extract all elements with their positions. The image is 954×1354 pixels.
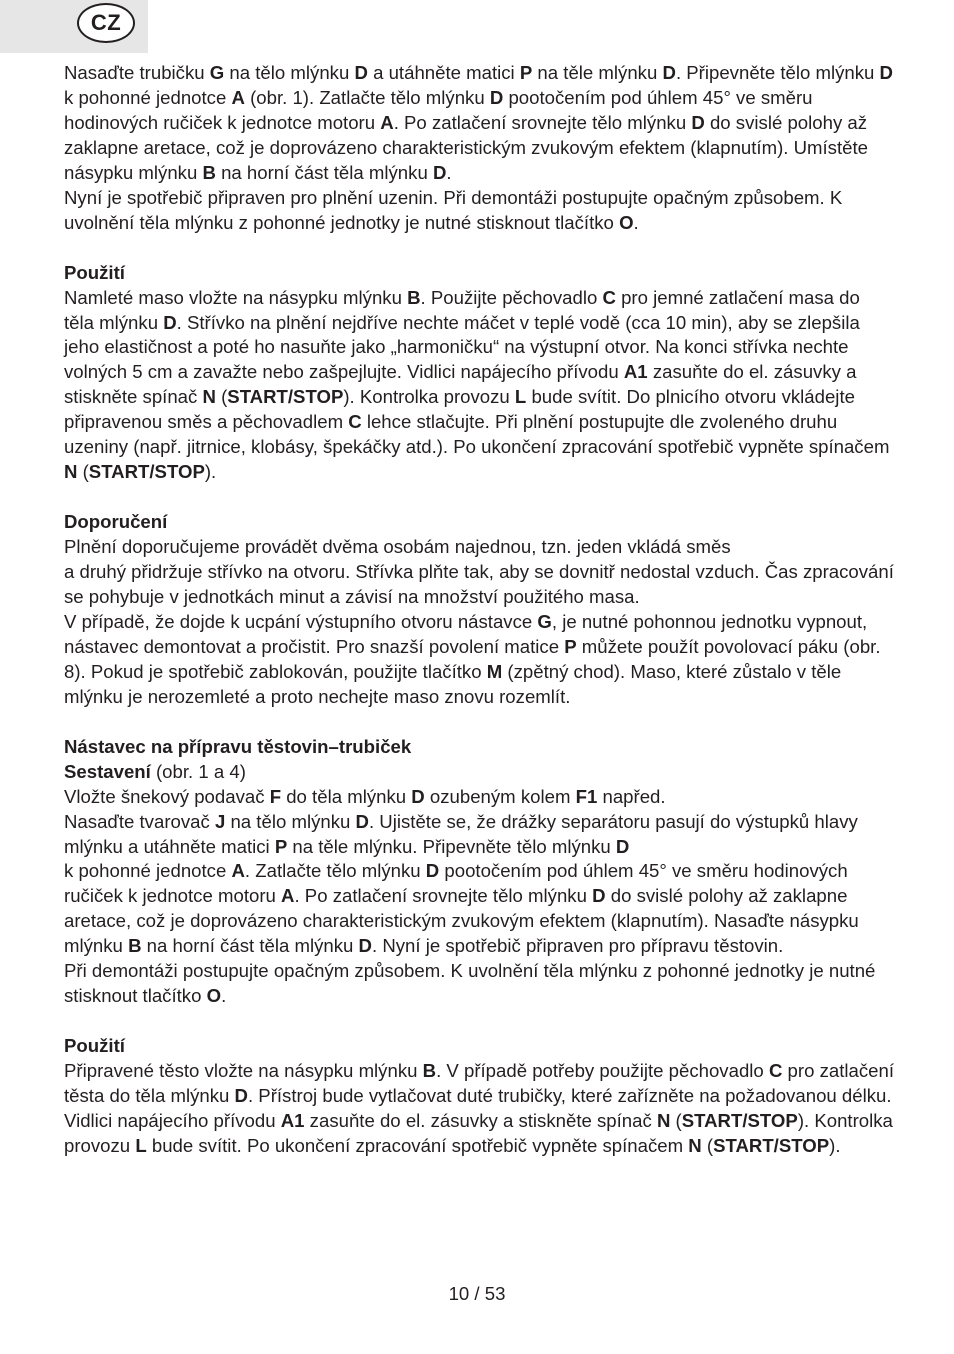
paragraph-gap	[64, 485, 894, 510]
bold-text: D	[432, 161, 447, 183]
bold-text: D	[662, 62, 676, 83]
bold-text: D	[592, 885, 606, 907]
bold-text: D	[234, 1085, 248, 1107]
bold-text: D	[358, 935, 372, 957]
text-run: na tělo mlýnku	[224, 62, 355, 83]
text-run: .	[633, 211, 639, 233]
bold-text: F1	[575, 785, 598, 807]
text-run: , je nutné pohonnou jednotku vypnout, nástavec demontovat a pročistit. Pro snazší povolení matice	[64, 610, 868, 657]
text-run: na těle mlýnku. Připevněte tělo mlýnku	[287, 835, 616, 857]
paragraph	[64, 785, 894, 810]
paragraph	[64, 610, 894, 710]
text-run: .	[446, 161, 452, 183]
page-number: 10 / 53	[448, 1283, 506, 1304]
bold-text: G	[537, 610, 552, 632]
text-run: Při demontáži postupujte opačným způsobem. K uvolnění těla mlýnku z pohonné jednotky je nutné stisknout tlačítko	[64, 960, 876, 1007]
text-run: Nasaďte trubičku	[64, 62, 210, 83]
bold-text: A	[380, 111, 394, 133]
text-run: ozubeným kolem	[424, 785, 576, 807]
bold-text: O	[206, 985, 222, 1007]
bold-text: F	[269, 785, 282, 807]
bold-text: L	[135, 1134, 147, 1156]
bold-text: A1	[623, 361, 648, 383]
bold-text: O	[619, 211, 634, 233]
text-run: . Po zatlačení srovnejte tělo mlýnku	[294, 885, 593, 907]
bold-text: B	[407, 286, 421, 308]
bold-text: D	[489, 86, 504, 108]
bold-text: START/STOP	[227, 386, 344, 408]
bold-text: C	[768, 1060, 783, 1082]
text-run: (obr. 1 a 4)	[150, 760, 246, 782]
paragraph	[64, 186, 894, 236]
text-run: bude svítit. Po ukončení zpracování spotřebič vypněte spínačem	[146, 1134, 689, 1156]
bold-text: P	[274, 835, 288, 857]
text-run: . Ujistěte se, že drážky separátoru pasují do výstupků hlavy mlýnku a utáhněte matici	[64, 810, 858, 857]
bold-text: START/STOP	[713, 1134, 830, 1156]
text-run: na horní část těla mlýnku	[215, 161, 433, 183]
paragraph	[64, 535, 894, 560]
paragraph	[64, 560, 894, 610]
text-run: zasuňte do el. zásuvky a stiskněte spínač	[304, 1109, 657, 1131]
text-run: ).	[204, 461, 217, 483]
bold-text: B	[422, 1060, 437, 1082]
bold-text: A	[231, 86, 245, 108]
text-run: k pohonné jednotce	[64, 86, 232, 108]
paragraph-gap	[64, 1009, 894, 1034]
text-run: . Střívko na plnění nejdříve nechte máčet v teplé vodě (cca 10 min), aby se zlepšila jeho elastičnost a poté ho nasuňte jako „harmoničku“ na výstupní otvor. Na konci střívka nechte volných 5 cm a zavažte nebo zašpejlujte. Vidlici napájecího přívodu	[64, 311, 860, 383]
language-badge: CZ	[77, 3, 135, 43]
bold-text: START/STOP	[88, 461, 205, 483]
bold-text: D	[354, 62, 368, 83]
text-run: bude svítit. Do plnicího otvoru vkládejte připravenou směs a pěchovadlem	[64, 386, 855, 433]
text-run: . V případě potřeby použijte pěchovadlo	[436, 1060, 769, 1082]
text-run: pootočením pod úhlem 45° ve směru hodinových ručiček k jednotce motoru	[64, 86, 813, 133]
bold-text: D	[879, 62, 893, 83]
bold-text: D	[615, 835, 630, 857]
section-heading	[64, 1034, 894, 1059]
text-run: (	[215, 386, 228, 408]
text-run: na těle mlýnku	[532, 62, 663, 83]
text-run: ).	[829, 1134, 841, 1156]
text-run: můžete použít povolovací páku (obr. 8). Pokud je spotřebič zablokován, použijte tlačítko	[64, 635, 881, 682]
text-run: ). Kontrolka provozu	[64, 1109, 893, 1156]
text-run: ). Kontrolka provozu	[343, 386, 515, 408]
bold-text: P	[519, 62, 533, 83]
bold-text: D	[355, 810, 369, 832]
paragraph	[64, 859, 894, 959]
section-heading	[64, 735, 894, 760]
bold-text: A	[231, 860, 245, 882]
text-run: (obr. 1). Zatlačte tělo mlýnku	[244, 86, 490, 108]
text-run: Připravené těsto vložte na násypku mlýnku	[64, 1060, 423, 1082]
bold-text: B	[128, 935, 142, 957]
language-tab	[0, 0, 148, 53]
bold-text: START/STOP	[681, 1109, 798, 1131]
bold-text: D	[691, 111, 705, 133]
text-run: Nyní je spotřebič připraven pro plnění uzenin. Při demontáži postupujte opačným způsobem. K uvolnění těla mlýnku z pohonné jednotky je nutné stisknout tlačítko	[64, 186, 843, 233]
paragraph	[64, 1059, 894, 1159]
text-run: . Nyní je spotřebič připraven pro přípravu těstovin.	[371, 935, 784, 957]
text-run: .	[221, 985, 227, 1007]
bold-text: Nástavec na přípravu těstovin–trubiček	[64, 735, 412, 757]
bold-text: P	[564, 635, 577, 657]
bold-text: D	[163, 311, 177, 333]
text-run: pro jemné zatlačení masa do těla mlýnku	[64, 286, 860, 333]
text-run: na horní část těla mlýnku	[141, 935, 359, 957]
section-heading	[64, 261, 894, 286]
bold-text: G	[209, 62, 225, 83]
text-run: (	[77, 461, 89, 483]
bold-text: N	[656, 1109, 671, 1131]
bold-text: C	[348, 411, 362, 433]
bold-text: M	[486, 660, 503, 682]
bold-text: Doporučení	[64, 511, 168, 533]
text-run: Nasaďte tvarovač	[64, 810, 215, 832]
text-run: k pohonné jednotce	[64, 860, 232, 882]
bold-text: C	[602, 286, 616, 308]
bold-text: Použití	[64, 1035, 125, 1057]
paragraph	[64, 286, 894, 486]
text-run: . Přístroj bude vytlačovat duté trubičky, které zařízněte na požadovanou délku. Vidlici napájecího přívodu	[64, 1085, 892, 1131]
bold-text: L	[514, 386, 527, 408]
text-run: V případě, že dojde k ucpání výstupního otvoru nástavce	[64, 610, 538, 632]
bold-text: D	[411, 785, 425, 807]
text-run: . Použijte pěchovadlo	[420, 286, 603, 308]
text-run: do svislé polohy až zaklapne aretace, což je doprovázeno charakteristickým zvukovým efektem (klapnutím). Umístěte násypku mlýnku	[64, 111, 868, 183]
text-run: (	[670, 1109, 682, 1131]
paragraph-gap	[64, 236, 894, 261]
paragraph-gap	[64, 710, 894, 735]
bold-text: D	[425, 860, 440, 882]
text-run: . Zatlačte tělo mlýnku	[244, 860, 426, 882]
text-run: lehce stlačujte. Při plnění postupujte dle zvoleného druhu uzeniny (např. jitrnice, klobásy, špekáčky atd.). Po ukončení zpracování spotřebič vypněte spínačem	[64, 411, 890, 458]
bold-text: Použití	[64, 261, 125, 283]
paragraph	[64, 61, 894, 186]
paragraph	[64, 760, 894, 785]
text-run: (zpětný chod). Maso, které zůstalo v těle mlýnku je nerozemleté a proto nechejte maso znovu rozemlít.	[64, 660, 842, 707]
text-run: a druhý přidržuje střívko na otvoru. Střívka plňte tak, aby se dovnitř nedostal vzduch. Čas zpracování se pohybuje v jednotkách minut a závisí na množství použitého masa.	[64, 561, 894, 607]
text-run: . Po zatlačení srovnejte tělo mlýnku	[393, 111, 692, 133]
bold-text: A	[281, 885, 295, 907]
document-body	[64, 61, 894, 1159]
text-run: Vložte šnekový podavač	[64, 785, 270, 807]
bold-text: B	[202, 161, 216, 183]
paragraph	[64, 959, 894, 1009]
text-run: Plnění doporučujeme provádět dvěma osobám najednou, tzn. jeden vkládá směs	[64, 536, 731, 558]
text-run: do svislé polohy až zaklapne aretace, což je doprovázeno charakteristickým zvukovým efektem (klapnutím). Nasaďte násypku mlýnku	[64, 885, 859, 957]
bold-text: Sestavení	[64, 760, 151, 782]
text-run: pootočením pod úhlem 45° ve směru hodinových ručiček k jednotce motoru	[64, 860, 848, 907]
text-run: a utáhněte matici	[367, 62, 520, 83]
text-run: na tělo mlýnku	[225, 810, 356, 832]
text-run: (	[701, 1134, 714, 1156]
text-run: zasuňte do el. zásuvky a stiskněte spínač	[64, 361, 857, 408]
bold-text: A1	[280, 1109, 305, 1131]
text-run: Namleté maso vložte na násypku mlýnku	[64, 286, 408, 308]
bold-text: J	[214, 810, 226, 832]
bold-text: N	[688, 1134, 702, 1156]
text-run: napřed.	[597, 785, 666, 807]
paragraph	[64, 810, 894, 860]
text-run: . Připevněte tělo mlýnku	[675, 62, 880, 83]
text-run: do těla mlýnku	[281, 785, 412, 807]
section-heading	[64, 510, 894, 535]
bold-text: N	[64, 461, 78, 483]
bold-text: N	[202, 386, 216, 408]
text-run: pro zatlačení těsta do těla mlýnku	[64, 1060, 895, 1107]
